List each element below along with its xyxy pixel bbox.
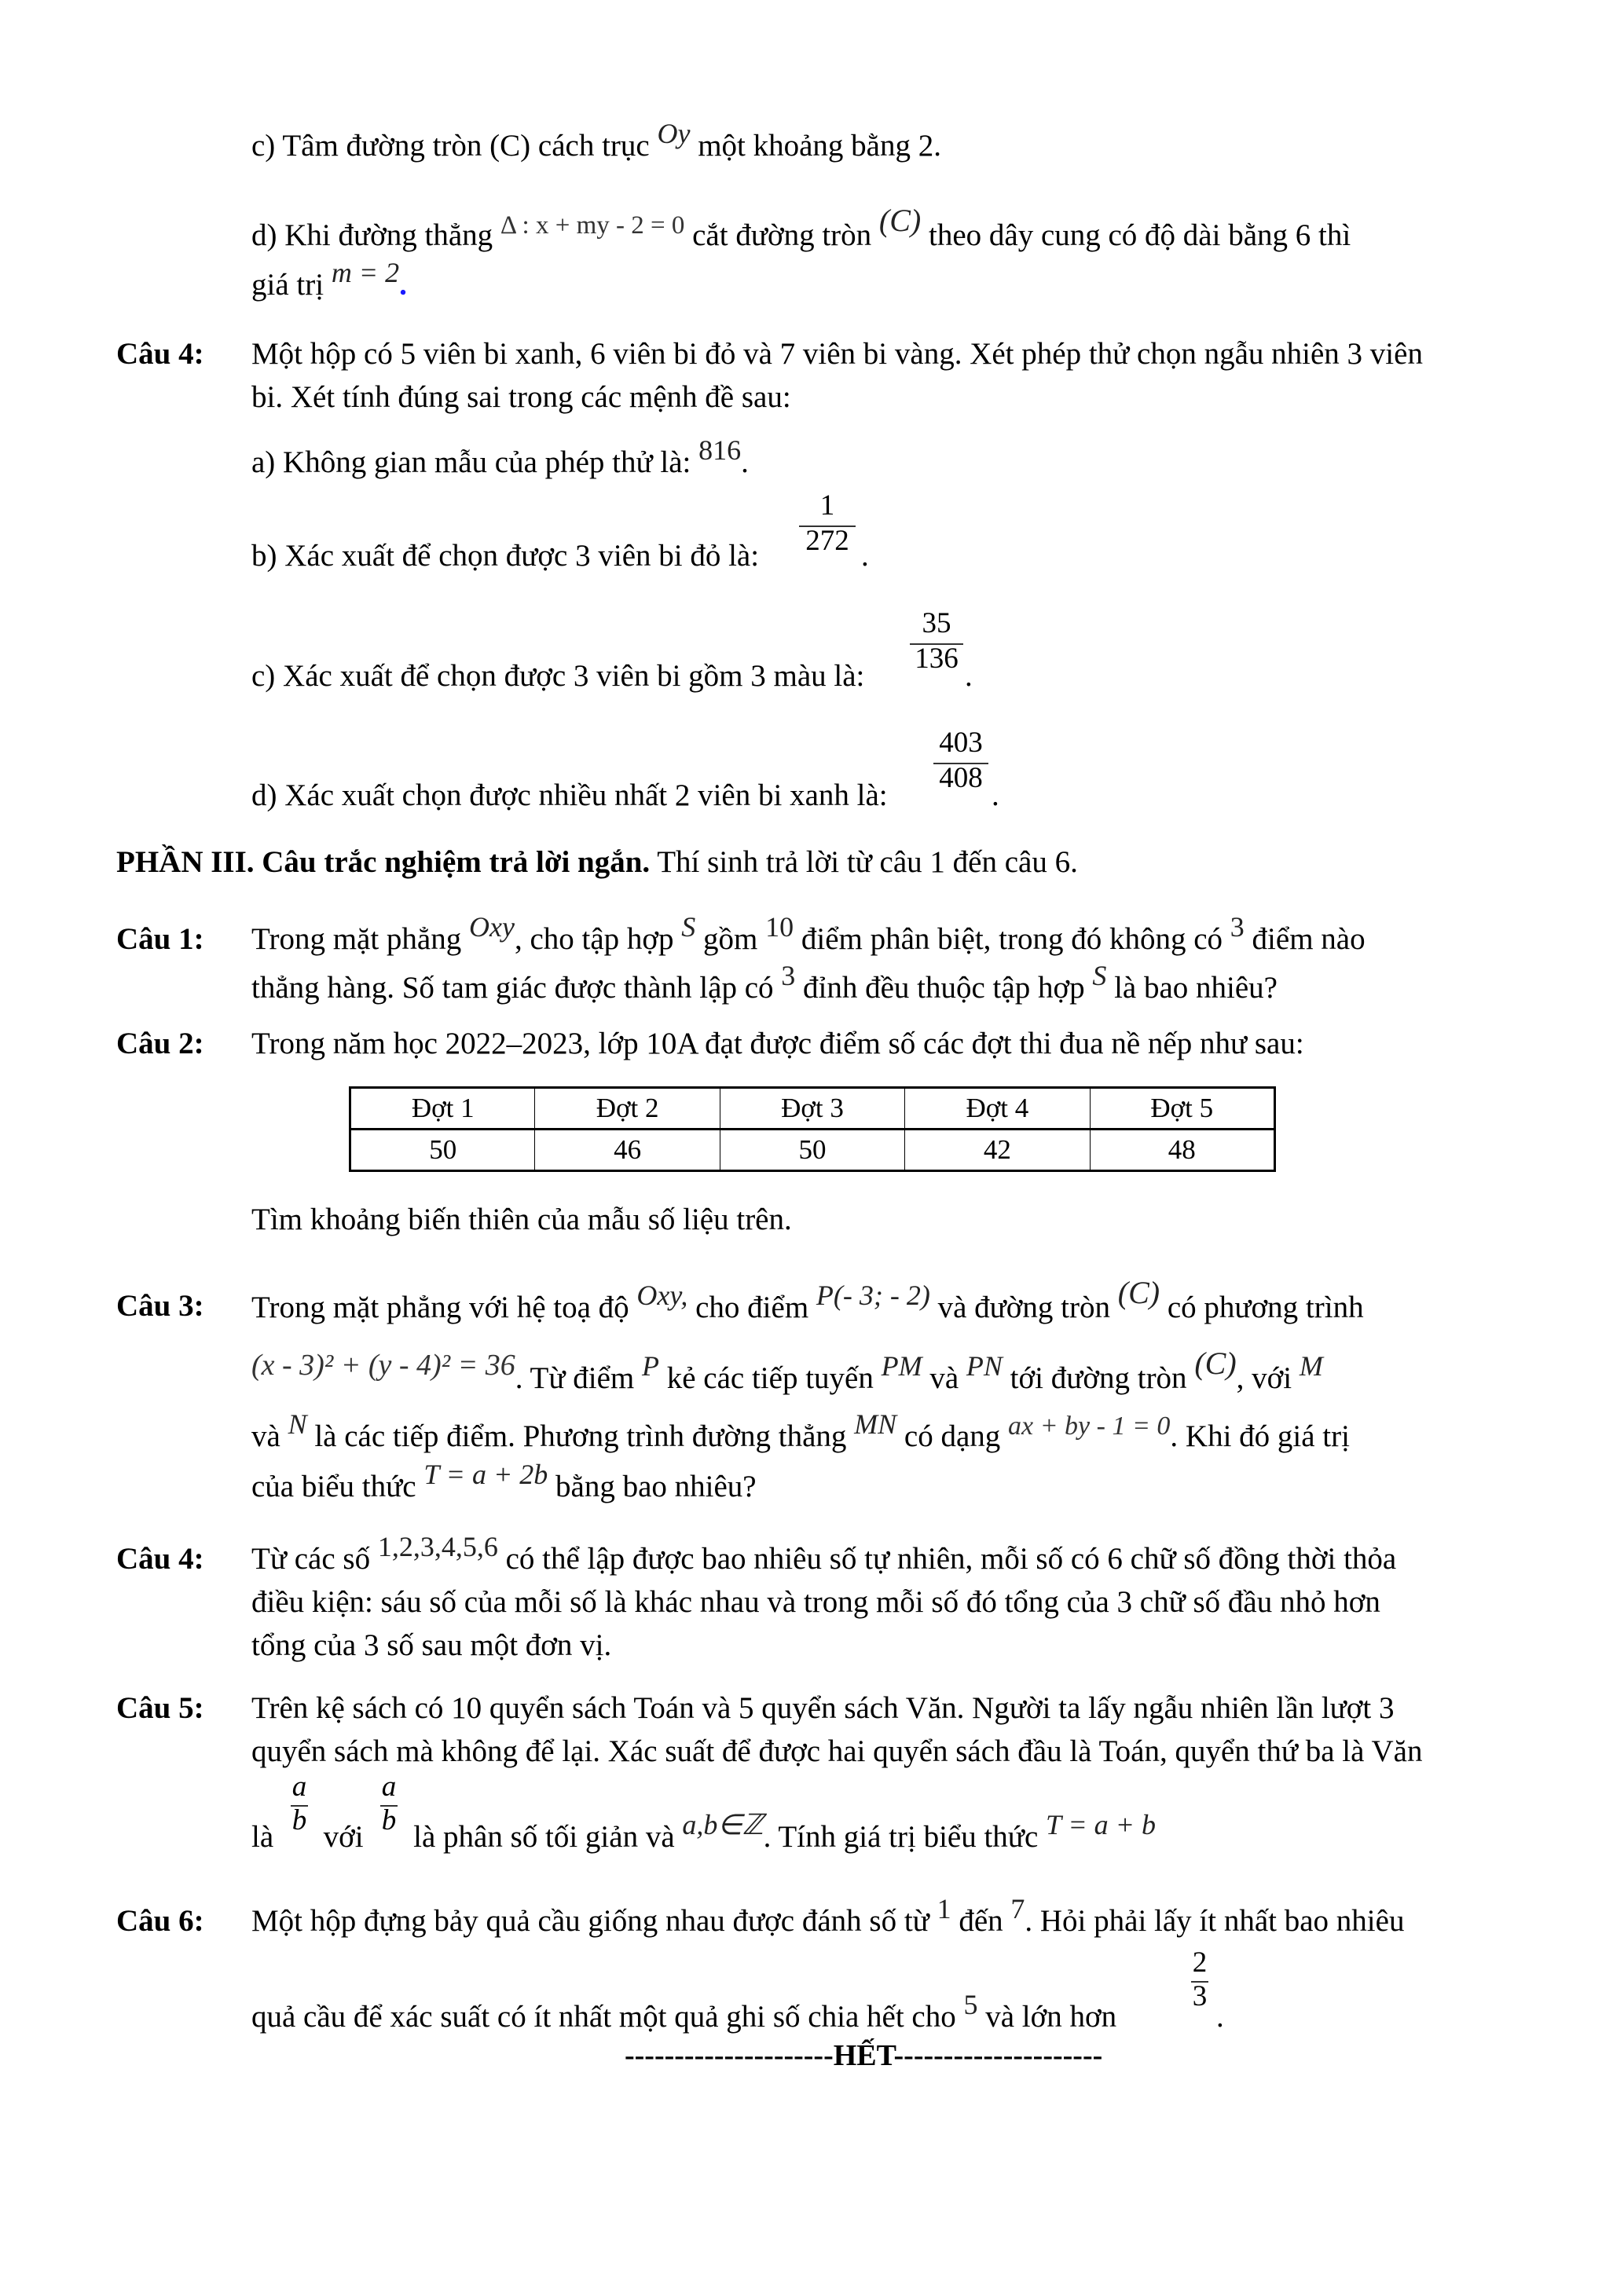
text: bằng bao nhiêu? xyxy=(555,1470,757,1503)
fraction-denominator: 3 xyxy=(1192,1980,1208,2012)
fraction-35-136 xyxy=(910,606,963,676)
p3-q4-line3: tổng của 3 số sau một đơn vị. xyxy=(251,1628,612,1662)
table-header-cell: Đợt 4 xyxy=(905,1088,1090,1130)
table-header-cell: Đợt 2 xyxy=(535,1088,720,1130)
text: có dạng xyxy=(904,1419,1001,1453)
table-header-cell: Đợt 5 xyxy=(1090,1088,1274,1130)
text: là các tiếp điểm. Phương trình đường thẳng xyxy=(314,1419,847,1453)
text: Một hộp đựng bảy quả cầu giống nhau được đánh số từ xyxy=(251,1904,929,1938)
text: là phân số tối giản và xyxy=(413,1820,675,1854)
q4a-text: a) Không gian mẫu của phép thử là: xyxy=(251,445,691,479)
p3-q1-line1 xyxy=(251,910,1366,957)
p3-q2-question: Tìm khoảng biến thiên của mẫu số liệu trên. xyxy=(251,1203,792,1236)
fraction-numerator: a xyxy=(291,1771,307,1803)
math-digits: 1,2,3,4,5,6 xyxy=(377,1530,498,1562)
math-pn: PN xyxy=(966,1349,1003,1382)
text: và xyxy=(251,1419,280,1453)
math-pm: PM xyxy=(881,1349,922,1382)
period: . xyxy=(741,445,749,479)
part3-heading-bold: PHẦN III. Câu trắc nghiệm trả lời ngắn. xyxy=(116,845,651,879)
text: đỉnh đều thuộc tập hợp xyxy=(803,971,1085,1005)
text: điểm nào xyxy=(1252,922,1366,956)
math-1: 1 xyxy=(937,1892,951,1924)
math-mn: MN xyxy=(854,1408,897,1440)
p3-q5-line1: Trên kệ sách có 10 quyển sách Toán và 5 quyển sách Văn. Người ta lấy ngẫu nhiên lần lượt 3 xyxy=(251,1691,1395,1725)
p3-q5-label: Câu 5: xyxy=(116,1691,204,1725)
end-marker xyxy=(625,2038,1102,2073)
math-3: 3 xyxy=(781,959,796,991)
p3-q1-line2 xyxy=(251,959,1278,1005)
text: điểm phân biệt, trong đó không có xyxy=(801,922,1223,956)
text: kẻ các tiếp tuyến xyxy=(666,1361,874,1395)
p3-q2-label: Câu 2: xyxy=(116,1027,204,1060)
blue-period: . xyxy=(399,268,407,302)
q4-part2-line2: bi. Xét tính đúng sai trong các mệnh đề sau: xyxy=(251,380,791,414)
table-cell: 50 xyxy=(350,1130,535,1171)
p3-q2-intro: Trong năm học 2022–2023, lớp 10A đạt được điểm số các đợt thi đua nề nếp như sau: xyxy=(251,1027,1304,1060)
text: quả cầu để xác suất có ít nhất một quả ghi số chia hết cho xyxy=(251,2000,956,2034)
table-cell: 46 xyxy=(535,1130,720,1171)
p3-q6-line1 xyxy=(251,1892,1405,1939)
math-s: S xyxy=(681,910,696,943)
text: gồm xyxy=(703,922,758,956)
fraction-403-408 xyxy=(933,726,988,795)
period: . xyxy=(992,778,999,812)
text: và đường tròn xyxy=(937,1291,1111,1324)
text: , cho tập hợp xyxy=(514,922,674,956)
p3-q4-line1 xyxy=(251,1530,1397,1576)
text: đến xyxy=(959,1904,1003,1938)
text: , với xyxy=(1236,1361,1292,1395)
text: . Khi đó giá trị xyxy=(1170,1419,1350,1453)
q4-item-d xyxy=(251,778,888,813)
p3-q1-label: Câu 1: xyxy=(116,922,204,956)
text: cho điểm xyxy=(695,1291,809,1324)
dashes-left: --------------------- xyxy=(625,2039,834,2072)
math-ab-integers: a,b∈ℤ xyxy=(682,1808,764,1840)
table-header-cell: Đợt 3 xyxy=(720,1088,904,1130)
period: . xyxy=(965,659,973,693)
p3-q3-label: Câu 3: xyxy=(116,1289,204,1323)
text: Từ các số xyxy=(251,1542,371,1576)
q4-item-b xyxy=(251,538,759,573)
fraction-denominator: 136 xyxy=(915,643,959,675)
p3-q4-line2: điều kiện: sáu số của mỗi số là khác nhau và trong mỗi số đó tổng của 3 chữ số đầu nhỏ hơn xyxy=(251,1585,1380,1619)
math-t-sum: T = a + b xyxy=(1046,1808,1156,1840)
q4-item-c xyxy=(251,658,864,694)
q4c-text: c) Xác xuất để chọn được 3 viên bi gồm 3 màu là: xyxy=(251,659,865,693)
math-oxy: Oxy, xyxy=(636,1279,688,1311)
text: của biểu thức xyxy=(251,1470,416,1503)
q3-item-d-line2 xyxy=(251,256,407,302)
fraction-2-3 xyxy=(1188,1946,1212,2013)
fraction-a-b xyxy=(288,1770,311,1837)
math-line-delta: Δ : x + my - 2 = 0 xyxy=(500,211,685,240)
p3-q6-label: Câu 6: xyxy=(116,1904,204,1938)
fraction-1-272 xyxy=(799,489,856,558)
text: . Hỏi phải lấy ít nhất bao nhiêu xyxy=(1025,1904,1405,1938)
fraction-numerator: 1 xyxy=(819,489,835,522)
p3-q3-line2 xyxy=(251,1346,1323,1396)
q4-part2-line1: Một hộp có 5 viên bi xanh, 6 viên bi đỏ và 7 viên bi vàng. Xét phép thử chọn ngẫu nhiên 3 viên xyxy=(251,337,1423,371)
table-header-row xyxy=(350,1088,1275,1130)
sample-space-value: 816 xyxy=(698,434,742,466)
math-10: 10 xyxy=(765,910,794,943)
fraction-denominator: 272 xyxy=(805,525,849,557)
text: tới đường tròn xyxy=(1010,1361,1187,1395)
text: với xyxy=(323,1820,364,1854)
fraction-numerator: a xyxy=(381,1771,397,1803)
text: và xyxy=(929,1361,959,1395)
end-word: HẾT xyxy=(833,2039,894,2072)
q3c-text-after: một khoảng bằng 2. xyxy=(698,129,941,163)
q4d-text: d) Xác xuất chọn được nhiều nhất 2 viên bi xanh là: xyxy=(251,778,888,812)
fraction-numerator: 403 xyxy=(939,727,983,759)
text: có thể lập được bao nhiêu số tự nhiên, mỗi số có 6 chữ số đồng thời thỏa xyxy=(505,1542,1397,1576)
math-n: N xyxy=(288,1408,307,1440)
text: Trong mặt phẳng với hệ toạ độ xyxy=(251,1291,629,1324)
part3-heading xyxy=(116,844,1078,880)
fraction-denominator: b xyxy=(381,1804,397,1836)
fraction-numerator: 2 xyxy=(1192,1946,1208,1979)
p3-q5-line2: quyển sách mà không để lại. Xác suất để được hai quyển sách đầu là Toán, quyển thứ ba là Văn xyxy=(251,1734,1423,1768)
math-expression-t: T = a + 2b xyxy=(423,1458,548,1490)
dashes-right: --------------------- xyxy=(893,2039,1103,2072)
text: Trong mặt phẳng xyxy=(251,922,462,956)
text: . Tính giá trị biểu thức xyxy=(763,1820,1039,1854)
math-7: 7 xyxy=(1010,1892,1025,1924)
math-circle-c: (C) xyxy=(1194,1346,1237,1381)
math-5: 5 xyxy=(963,1988,978,2020)
math-m: M xyxy=(1299,1349,1323,1382)
text: và lớn hơn xyxy=(985,2000,1117,2034)
p3-q3-line3 xyxy=(251,1408,1350,1454)
table-row xyxy=(350,1130,1275,1171)
text: thẳng hàng. Số tam giác được thành lập có xyxy=(251,971,774,1005)
math-oy: Oy xyxy=(657,117,691,149)
text: là xyxy=(251,1820,274,1854)
p3-q3-line1 xyxy=(251,1275,1364,1325)
p3-q6-line2 xyxy=(251,1988,1117,2034)
q3d-text4: giá trị xyxy=(251,268,324,302)
math-circle-c: (C) xyxy=(1117,1275,1160,1310)
text: có phương trình xyxy=(1167,1291,1364,1324)
fraction-a-b xyxy=(377,1770,401,1837)
fraction-denominator: 408 xyxy=(939,762,983,794)
p3-q4-label: Câu 4: xyxy=(116,1542,204,1576)
math-circle-c: (C) xyxy=(878,203,922,238)
period: . xyxy=(861,539,869,573)
q4-item-a xyxy=(251,434,749,480)
math-point-p: P(- 3; - 2) xyxy=(816,1279,930,1311)
part3-heading-instructions: Thí sinh trả lời từ câu 1 đến câu 6. xyxy=(650,845,1078,879)
p3-q3-line4 xyxy=(251,1458,757,1504)
table-cell: 42 xyxy=(905,1130,1090,1171)
math-line-mn: ax + by - 1 = 0 xyxy=(1008,1411,1171,1441)
fraction-numerator: 35 xyxy=(922,607,951,639)
scores-table xyxy=(349,1086,1276,1172)
math-3: 3 xyxy=(1230,910,1245,943)
text: là bao nhiêu? xyxy=(1114,971,1278,1005)
table-header-cell: Đợt 1 xyxy=(350,1088,535,1130)
q3-item-c xyxy=(251,117,941,163)
math-p: P xyxy=(641,1349,659,1382)
q4-part2-label: Câu 4: xyxy=(116,337,204,371)
q3c-text: c) Tâm đường tròn (C) cách trục xyxy=(251,129,650,163)
q3d-text3: theo dây cung có độ dài bằng 6 thì xyxy=(928,218,1351,252)
math-circle-equation: (x - 3)² + (y - 4)² = 36 xyxy=(251,1348,515,1382)
q3-item-d xyxy=(251,203,1351,253)
math-s: S xyxy=(1092,959,1107,991)
q3d-text2: cắt đường tròn xyxy=(692,218,872,252)
period: . xyxy=(1216,2000,1224,2034)
fraction-denominator: b xyxy=(291,1804,307,1836)
table-cell: 48 xyxy=(1090,1130,1274,1171)
q3d-text1: d) Khi đường thẳng xyxy=(251,218,493,252)
q4b-text: b) Xác xuất để chọn được 3 viên bi đỏ là: xyxy=(251,539,760,573)
math-oxy: Oxy xyxy=(468,910,515,943)
math-m-equals-2: m = 2 xyxy=(331,256,400,288)
text: . Từ điểm xyxy=(515,1361,635,1395)
table-cell: 50 xyxy=(720,1130,904,1171)
